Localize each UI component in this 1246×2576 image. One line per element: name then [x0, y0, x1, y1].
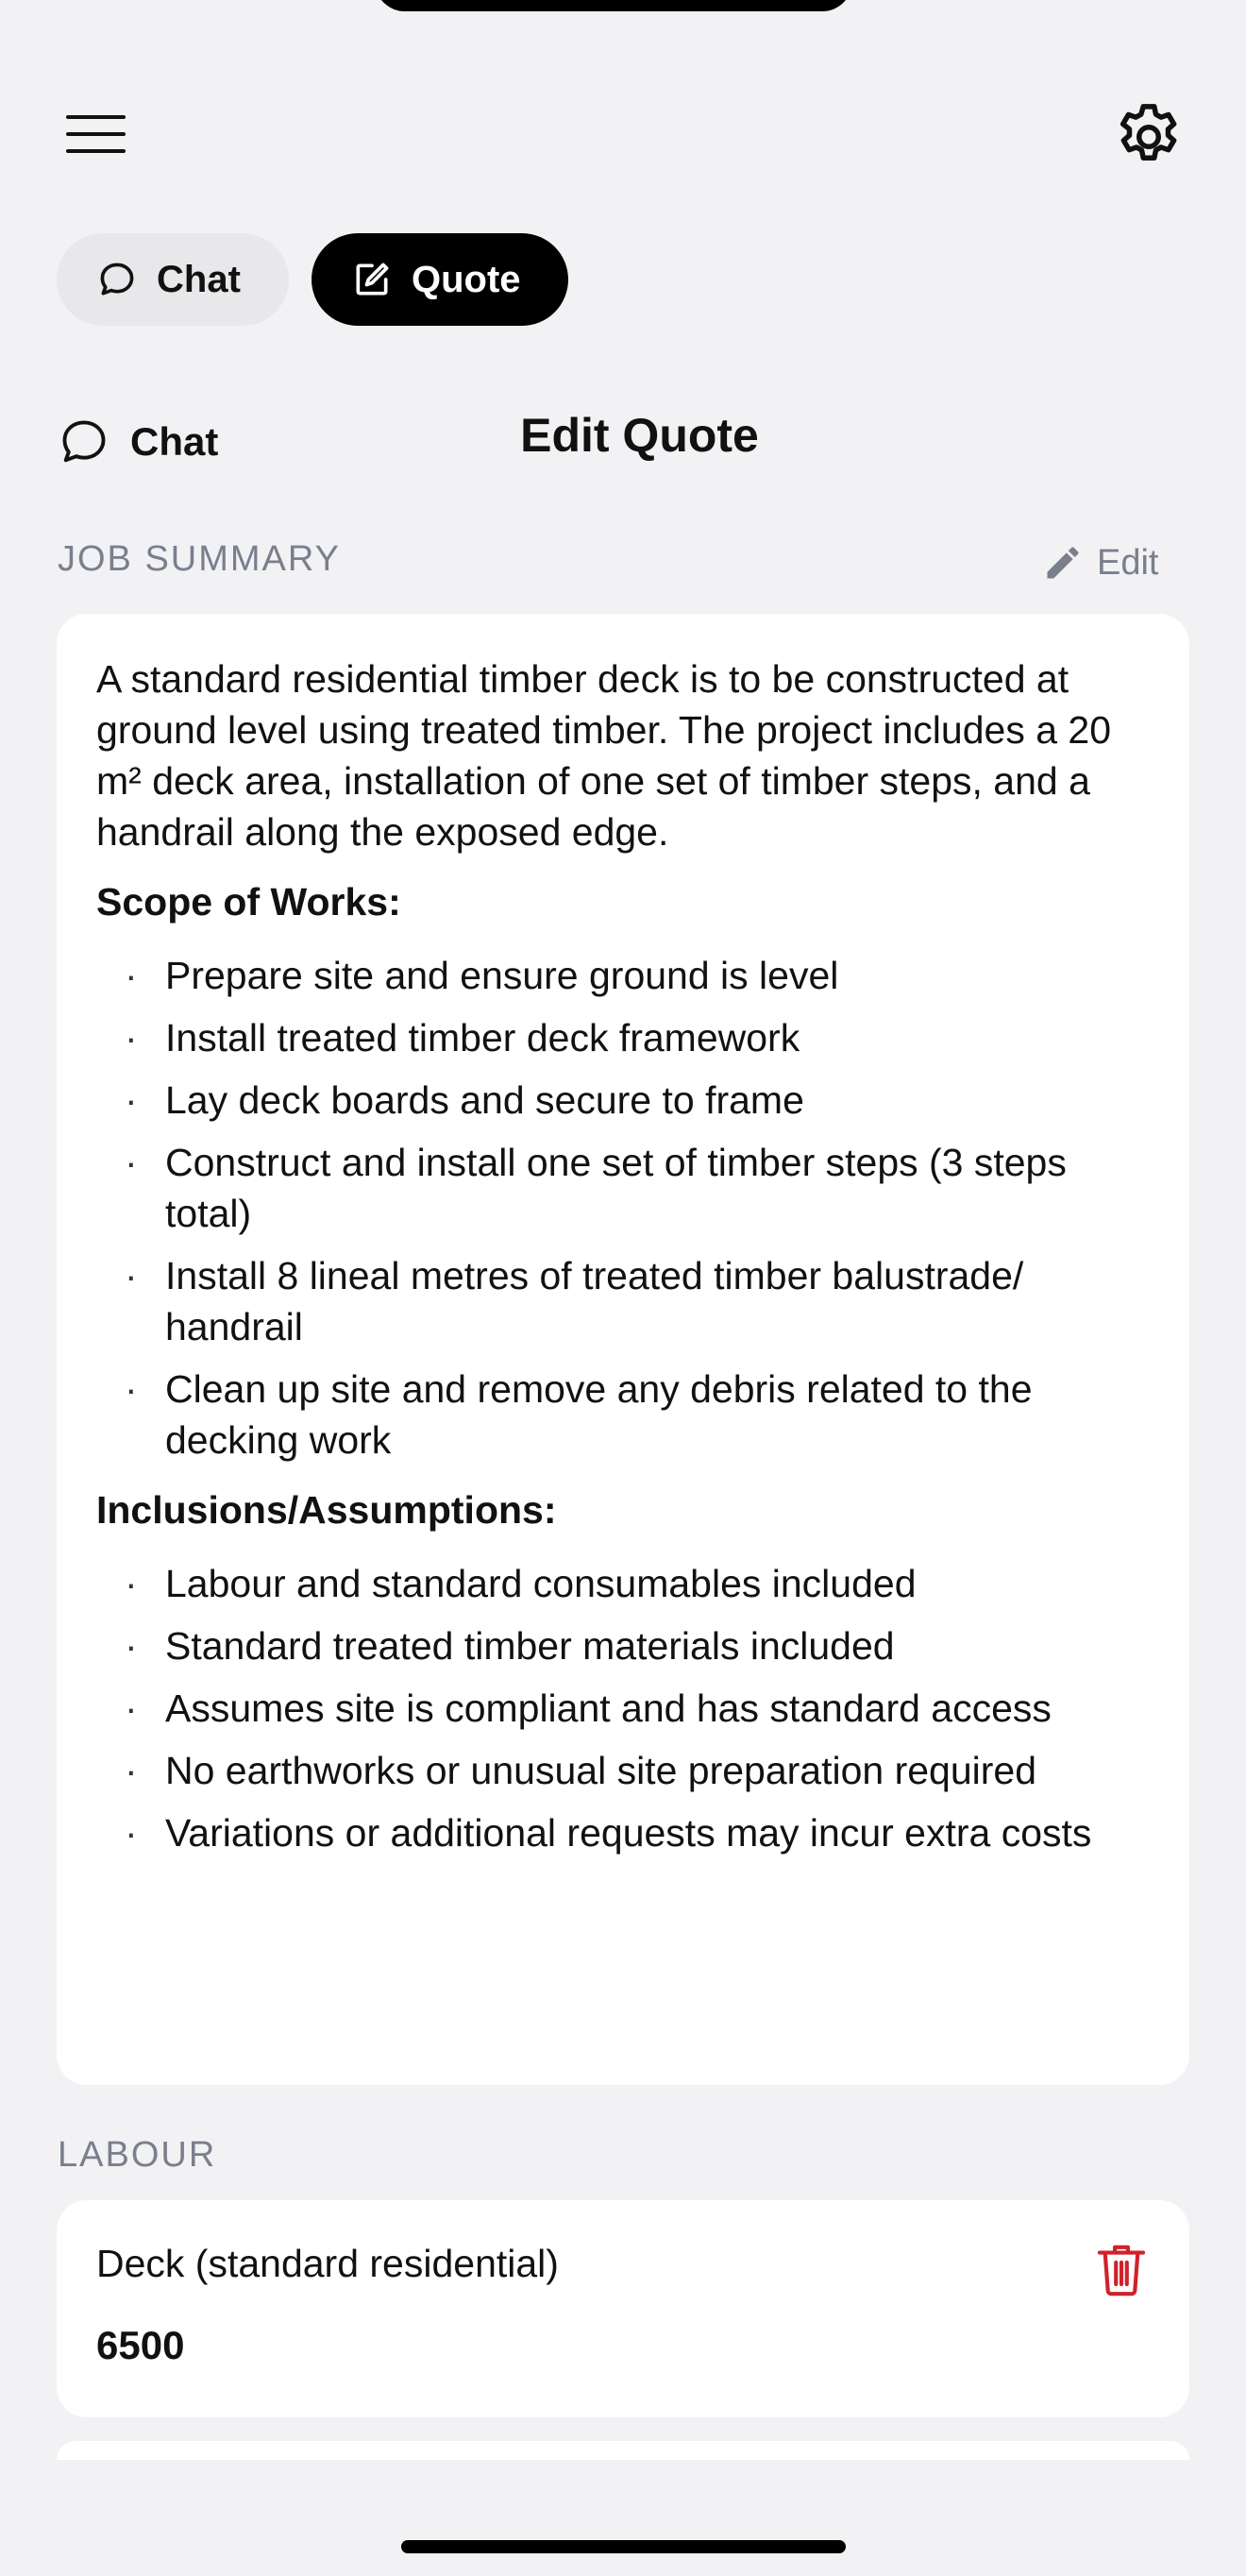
scope-item: · Install treated timber deck framework	[96, 1012, 1150, 1063]
bottom-safe-area	[0, 2461, 1246, 2576]
labour-item-card[interactable]	[57, 2200, 1189, 2417]
inclusion-item: · No earthworks or unusual site preparation required	[96, 1745, 1150, 1796]
device-notch	[375, 0, 852, 11]
inclusion-item: · Assumes site is compliant and has standard access	[96, 1683, 1150, 1734]
page-title: Edit Quote	[520, 409, 759, 462]
hamburger-icon-line	[66, 132, 126, 136]
chat-tab[interactable]	[57, 233, 289, 326]
gear-icon	[1110, 98, 1187, 176]
inclusion-item: · Standard treated timber materials included	[96, 1620, 1150, 1671]
inclusion-item: · Labour and standard consumables included	[96, 1558, 1150, 1609]
inclusions-list	[96, 1558, 1150, 1858]
chat-bubble-icon	[96, 259, 138, 300]
scope-item: · Clean up site and remove any debris related to the decking work	[96, 1364, 1150, 1466]
scope-heading: Scope of Works:	[96, 880, 401, 924]
scope-item: · Lay deck boards and secure to frame	[96, 1075, 1150, 1126]
inclusions-heading: Inclusions/Assumptions:	[96, 1488, 557, 1532]
labour-label: LABOUR	[58, 2135, 217, 2175]
scope-item: · Install 8 lineal metres of treated timber balustrade/ handrail	[96, 1250, 1150, 1352]
quote-tab[interactable]	[312, 233, 568, 326]
labour-item-name[interactable]: Deck (standard residential)	[96, 2242, 559, 2285]
scope-item: · Prepare site and ensure ground is level	[96, 950, 1150, 1001]
labour-item-amount[interactable]: 6500	[96, 2323, 185, 2367]
job-summary-card	[57, 614, 1189, 2085]
pencil-icon	[1042, 542, 1084, 584]
chat-tab-label: Chat	[157, 258, 241, 300]
quote-tab-label: Quote	[412, 258, 521, 300]
hamburger-icon-line	[66, 149, 126, 153]
scope-item: · Construct and install one set of timber steps (3 steps total)	[96, 1137, 1150, 1239]
job-description: A standard residential timber deck is to be constructed at ground level using treated timber. The project includes a 20 m² deck area, installation of one set of timber steps, and a handrail along the exposed edge.	[96, 657, 1112, 854]
job-summary-label: JOB SUMMARY	[58, 539, 342, 579]
edit-label: Edit	[1097, 542, 1159, 583]
inclusion-item: · Variations or additional requests may incur extra costs	[96, 1807, 1150, 1858]
delete-labour-button[interactable]	[1095, 2242, 1148, 2298]
edit-summary-button[interactable]	[1042, 536, 1158, 589]
trash-icon	[1095, 2242, 1148, 2298]
hamburger-icon-line	[66, 115, 126, 119]
scope-list	[96, 950, 1150, 1466]
settings-button[interactable]	[1110, 98, 1187, 176]
edit-square-icon	[351, 259, 393, 300]
menu-button[interactable]	[59, 106, 134, 162]
home-indicator[interactable]	[401, 2540, 846, 2553]
next-card-edge	[57, 2441, 1189, 2460]
back-to-chat-label: Chat	[130, 419, 219, 464]
